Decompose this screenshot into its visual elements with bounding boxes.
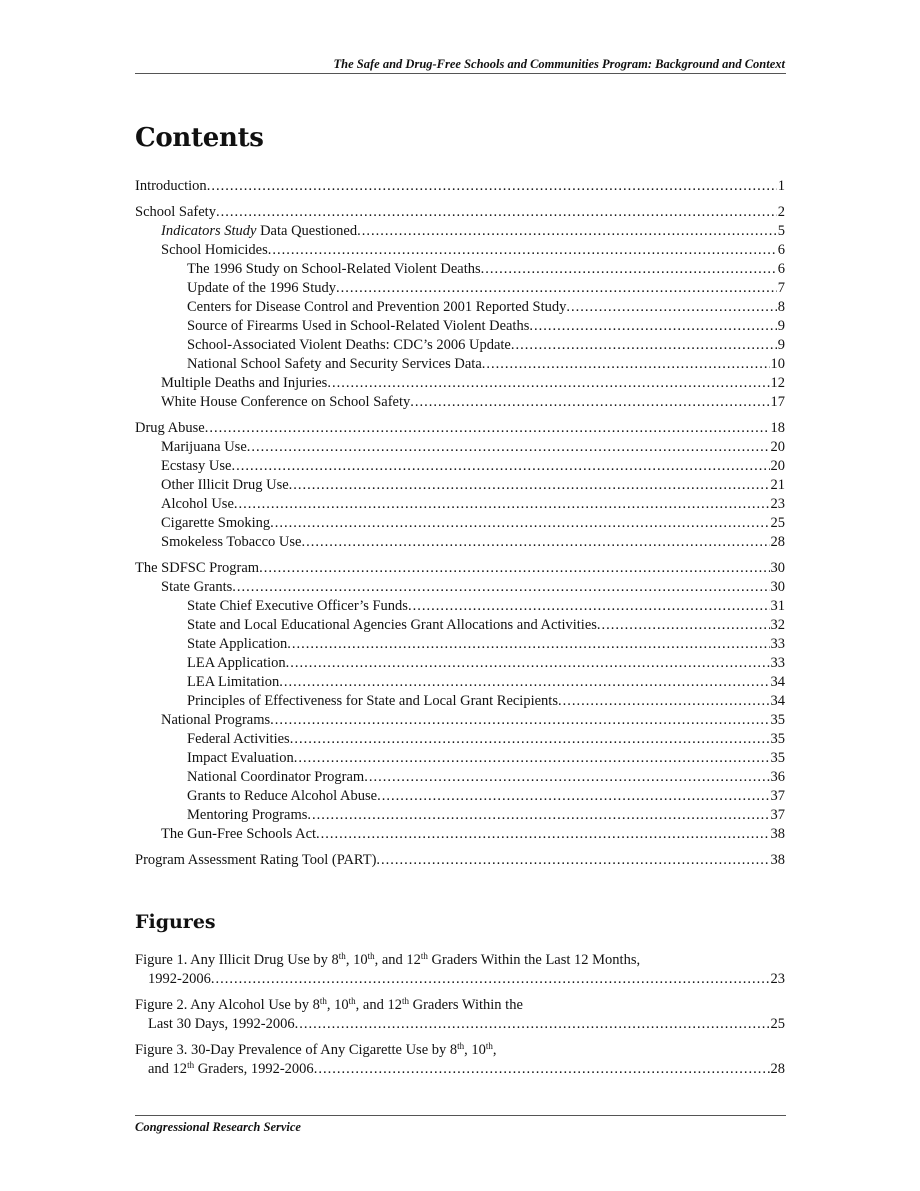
toc-entry-title <box>187 298 566 317</box>
toc-entry-page: 2 <box>777 204 785 220</box>
toc-entry[interactable] <box>135 336 785 355</box>
toc-entry-title-text: School-Associated Violent Deaths: CDC’s 2006 Update <box>187 337 511 353</box>
figure-page: 25 <box>770 1016 785 1032</box>
toc-entry[interactable] <box>135 692 785 711</box>
toc-entry-title-text: State Chief Executive Officer’s Funds <box>187 598 408 614</box>
toc-entry-page: 21 <box>770 477 785 493</box>
toc-entry-title-text: National Coordinator Program <box>187 769 365 785</box>
dot-leader <box>270 711 769 730</box>
toc-entry-page: 6 <box>777 242 785 258</box>
toc-entry[interactable] <box>135 749 785 768</box>
toc-entry[interactable] <box>135 597 785 616</box>
dot-leader <box>364 768 769 787</box>
footer-rule <box>135 1115 786 1116</box>
toc-entry-title <box>161 241 268 260</box>
dot-leader <box>270 514 769 533</box>
toc-entry[interactable] <box>135 768 785 787</box>
toc-entry-page: 20 <box>770 439 785 455</box>
toc-entry-page: 1 <box>777 178 785 194</box>
running-header: The Safe and Drug-Free Schools and Communities Program: Background and Context <box>333 57 785 71</box>
toc-entry-title-italic: Indicators Study <box>161 223 257 239</box>
dot-leader <box>529 317 776 336</box>
toc-entry-page: 17 <box>770 394 785 410</box>
toc-entry-page: 9 <box>777 318 785 334</box>
toc-entry-title <box>161 495 234 514</box>
toc-entry-title-text: State and Local Educational Agencies Grant Allocations and Activities <box>187 617 597 633</box>
toc-entry[interactable] <box>135 514 785 533</box>
toc-entry-title <box>135 419 205 438</box>
figure-title: Figure 1. Any Illicit Drug Use by 8th, 10th, and 12th Graders Within the Last 12 Months, <box>135 951 641 968</box>
toc-entry[interactable] <box>135 616 785 635</box>
toc-entry-title-text: Drug Abuse <box>135 420 205 436</box>
toc-entry-title-text: State Application <box>187 636 288 652</box>
toc-entry[interactable] <box>135 533 785 552</box>
toc-entry-title-text: School Homicides <box>161 242 268 258</box>
toc-entry-title-text: White House Conference on School Safety <box>161 394 411 410</box>
dot-leader <box>357 222 777 241</box>
toc-entry[interactable] <box>135 438 785 457</box>
toc-entry[interactable] <box>135 317 785 336</box>
header-rule <box>135 73 786 74</box>
toc-entry-title-text: Update of the 1996 Study <box>187 280 337 296</box>
toc-entry-title-text: Ecstasy Use <box>161 458 232 474</box>
toc-entry-title-text: The SDFSC Program <box>135 560 260 576</box>
toc-entry[interactable] <box>135 654 785 673</box>
toc-entry[interactable] <box>135 260 785 279</box>
toc-entry-title-text: Grants to Reduce Alcohol Abuse <box>187 788 378 804</box>
toc-entry-page: 37 <box>770 788 785 804</box>
dot-leader <box>316 825 769 844</box>
dot-leader <box>410 393 769 412</box>
toc-entry[interactable] <box>135 825 785 844</box>
toc-entry-page: 36 <box>770 769 785 785</box>
footer-publisher: Congressional Research Service <box>135 1120 301 1134</box>
toc-entry-title <box>187 768 364 787</box>
dot-leader <box>511 336 777 355</box>
dot-leader <box>259 559 769 578</box>
toc-entry-title <box>187 787 377 806</box>
dot-leader <box>408 597 770 616</box>
toc-entry-title-text: Cigarette Smoking <box>161 515 271 531</box>
toc-entry-title <box>161 457 231 476</box>
toc-entry-page: 12 <box>770 375 785 391</box>
toc-entry-title-text: Data Questioned <box>256 223 358 239</box>
table-of-contents <box>135 177 785 870</box>
toc-entry-title <box>161 222 357 241</box>
list-of-figures <box>135 951 785 1086</box>
toc-entry[interactable] <box>135 241 785 260</box>
toc-entry[interactable] <box>135 203 785 222</box>
dot-leader <box>566 298 776 317</box>
figure-page: 23 <box>770 971 785 987</box>
toc-entry-title <box>161 825 316 844</box>
toc-entry-title-text: State Grants <box>161 579 233 595</box>
toc-entry-title <box>187 355 482 374</box>
dot-leader <box>232 578 769 597</box>
toc-entry-title <box>187 279 336 298</box>
dot-leader <box>336 279 777 298</box>
toc-entry[interactable] <box>135 495 785 514</box>
toc-entry-title <box>187 616 597 635</box>
dot-leader <box>216 203 777 222</box>
dot-leader <box>482 355 770 374</box>
toc-entry-page: 33 <box>770 636 785 652</box>
toc-entry[interactable] <box>135 419 785 438</box>
toc-entry-title <box>161 393 410 412</box>
toc-entry[interactable] <box>135 673 785 692</box>
toc-entry[interactable] <box>135 711 785 730</box>
dot-leader <box>231 457 769 476</box>
dot-leader <box>327 374 769 393</box>
toc-entry-title <box>135 851 376 870</box>
toc-entry-page: 8 <box>777 299 785 315</box>
toc-entry-title-text: National Programs <box>161 712 271 728</box>
toc-entry-page: 9 <box>777 337 785 353</box>
toc-entry[interactable] <box>135 476 785 495</box>
toc-entry[interactable] <box>135 355 785 374</box>
figure-entry[interactable] <box>135 1041 785 1079</box>
figure-title-tail: and 12th Graders, 1992-2006 <box>148 1060 314 1077</box>
figure-title-continued <box>135 1015 785 1034</box>
toc-entry[interactable] <box>135 279 785 298</box>
dot-leader <box>481 260 777 279</box>
toc-entry-title-text: Impact Evaluation <box>187 750 294 766</box>
toc-entry-title <box>161 711 270 730</box>
toc-entry-title <box>187 673 279 692</box>
toc-entry-page: 32 <box>770 617 785 633</box>
toc-entry-title <box>187 336 511 355</box>
toc-entry-title-text: School Safety <box>135 204 216 220</box>
toc-entry-page: 37 <box>770 807 785 823</box>
toc-entry[interactable] <box>135 298 785 317</box>
toc-entry-page: 38 <box>770 852 785 868</box>
dot-leader <box>377 787 769 806</box>
toc-entry-title <box>161 578 232 597</box>
toc-entry-title-text: Marijuana Use <box>161 439 247 455</box>
toc-entry-page: 31 <box>770 598 785 614</box>
figure-title-continued <box>135 1060 785 1079</box>
toc-entry-title-text: LEA Application <box>187 655 286 671</box>
dot-leader <box>294 749 770 768</box>
toc-entry[interactable] <box>135 806 785 825</box>
toc-entry-title <box>187 654 286 673</box>
toc-entry-page: 25 <box>770 515 785 531</box>
toc-entry-page: 38 <box>770 826 785 842</box>
figure-entry[interactable] <box>135 951 785 989</box>
toc-entry-page: 33 <box>770 655 785 671</box>
figure-title: Figure 3. 30-Day Prevalence of Any Cigarette Use by 8th, 10th, <box>135 1041 497 1058</box>
toc-entry[interactable] <box>135 393 785 412</box>
dot-leader <box>287 635 769 654</box>
dot-leader <box>268 241 777 260</box>
dot-leader <box>558 692 770 711</box>
toc-entry-page: 6 <box>777 261 785 277</box>
dot-leader <box>376 851 769 870</box>
toc-entry-page: 35 <box>770 712 785 728</box>
toc-entry-title-text: National School Safety and Security Services Data <box>187 356 482 372</box>
toc-entry-page: 35 <box>770 731 785 747</box>
figures-heading: Figures <box>135 911 216 933</box>
dot-leader <box>207 177 777 196</box>
figure-title-continued <box>135 970 785 989</box>
dot-leader <box>247 438 770 457</box>
toc-entry-title <box>187 260 481 279</box>
toc-entry-title <box>187 730 290 749</box>
toc-entry[interactable] <box>135 635 785 654</box>
toc-entry[interactable] <box>135 457 785 476</box>
toc-entry-title <box>187 749 294 768</box>
toc-entry-title-text: Introduction <box>135 178 207 194</box>
dot-leader <box>211 970 770 989</box>
dot-leader <box>279 673 769 692</box>
toc-entry-title <box>135 203 216 222</box>
toc-entry-title <box>187 692 558 711</box>
toc-entry-title-text: LEA Limitation <box>187 674 280 690</box>
toc-entry-page: 20 <box>770 458 785 474</box>
dot-leader <box>289 476 770 495</box>
toc-entry-title-text: The 1996 Study on School-Related Violent Deaths <box>187 261 481 277</box>
toc-entry-title-text: Source of Firearms Used in School-Related Violent Deaths <box>187 318 530 334</box>
toc-entry-title-text: Alcohol Use <box>161 496 234 512</box>
figure-page: 28 <box>770 1061 785 1077</box>
figure-title-tail: Last 30 Days, 1992-2006 <box>148 1016 295 1032</box>
toc-entry-title <box>135 559 259 578</box>
toc-entry-page: 28 <box>770 534 785 550</box>
toc-entry-page: 30 <box>770 560 785 576</box>
toc-entry-page: 34 <box>770 693 785 709</box>
toc-entry-title <box>161 533 301 552</box>
toc-entry-title-text: Smokeless Tobacco Use <box>161 534 302 550</box>
dot-leader <box>286 654 770 673</box>
toc-entry-page: 35 <box>770 750 785 766</box>
dot-leader <box>295 1015 770 1034</box>
dot-leader <box>205 419 770 438</box>
toc-entry[interactable] <box>135 730 785 749</box>
toc-entry-title-text: Federal Activities <box>187 731 290 747</box>
contents-heading: Contents <box>135 123 264 153</box>
toc-entry-page: 34 <box>770 674 785 690</box>
toc-entry-title <box>161 438 247 457</box>
toc-entry[interactable] <box>135 222 785 241</box>
toc-entry[interactable] <box>135 578 785 597</box>
toc-entry-title <box>135 177 207 196</box>
toc-entry-title-text: Other Illicit Drug Use <box>161 477 289 493</box>
toc-entry[interactable] <box>135 177 785 196</box>
figure-title-tail: 1992-2006 <box>148 971 211 987</box>
toc-entry-page: 23 <box>770 496 785 512</box>
dot-leader <box>314 1060 770 1079</box>
toc-entry-title-text: Centers for Disease Control and Prevention 2001 Reported Study <box>187 299 567 315</box>
toc-entry-page: 10 <box>770 356 785 372</box>
toc-entry-title <box>187 806 307 825</box>
toc-entry-page: 30 <box>770 579 785 595</box>
dot-leader <box>301 533 769 552</box>
toc-entry-title <box>161 476 289 495</box>
toc-entry-title-text: Mentoring Programs <box>187 807 308 823</box>
toc-entry[interactable] <box>135 787 785 806</box>
dot-leader <box>597 616 770 635</box>
toc-entry-title <box>187 317 529 336</box>
figure-title: Figure 2. Any Alcohol Use by 8th, 10th, and 12th Graders Within the <box>135 996 523 1013</box>
toc-entry-page: 5 <box>777 223 785 239</box>
toc-entry-title <box>187 597 408 616</box>
toc-entry[interactable] <box>135 851 785 870</box>
toc-entry-title-text: The Gun-Free Schools Act <box>161 826 317 842</box>
toc-entry-title <box>161 514 270 533</box>
toc-entry-title <box>161 374 327 393</box>
toc-entry-page: 7 <box>777 280 785 296</box>
dot-leader <box>307 806 769 825</box>
toc-entry-title-text: Principles of Effectiveness for State and Local Grant Recipients <box>187 693 558 709</box>
toc-entry[interactable] <box>135 559 785 578</box>
dot-leader <box>234 495 770 514</box>
dot-leader <box>290 730 770 749</box>
toc-entry-title <box>187 635 287 654</box>
toc-entry[interactable] <box>135 374 785 393</box>
toc-entry-title-text: Program Assessment Rating Tool (PART) <box>135 852 377 868</box>
toc-entry-title-text: Multiple Deaths and Injuries <box>161 375 328 391</box>
figure-entry[interactable] <box>135 996 785 1034</box>
toc-entry-page: 18 <box>770 420 785 436</box>
